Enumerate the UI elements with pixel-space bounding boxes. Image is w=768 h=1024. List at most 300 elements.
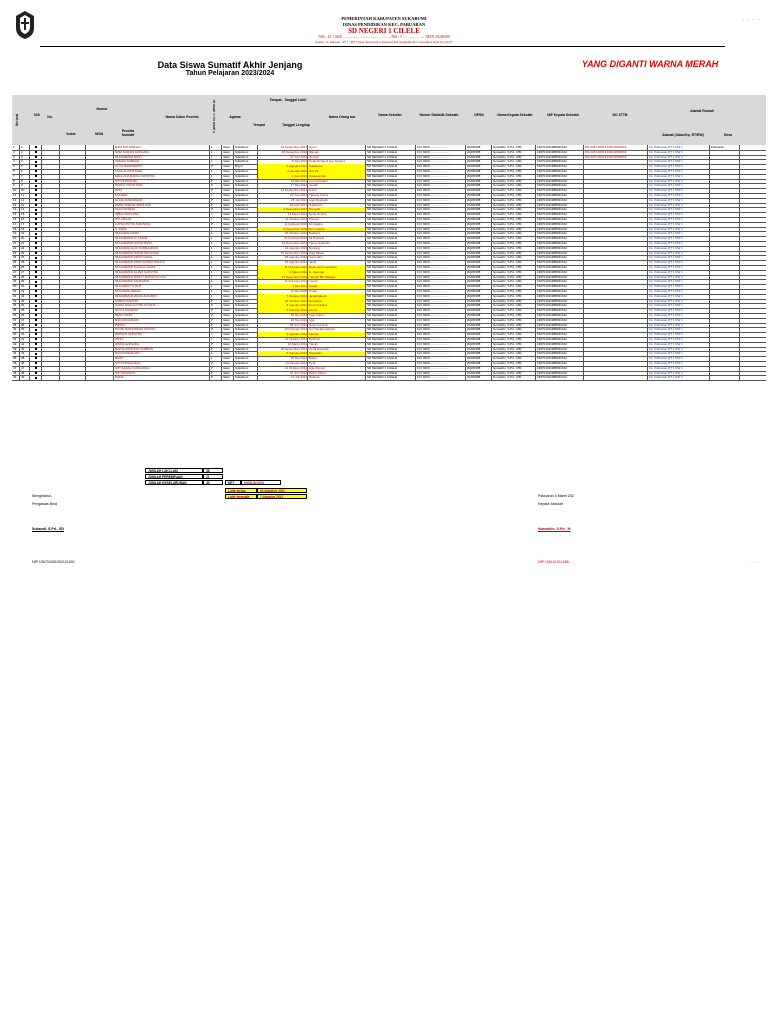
row-marker-icon [35, 329, 37, 331]
cell-nisx: 36 [20, 313, 30, 318]
cell-lp: L [210, 279, 222, 284]
cell-sekolah: SD NEGERI 1 CILELE [366, 251, 416, 256]
cell-lp: P [210, 308, 222, 313]
cell-nip: 196701011988031012 [536, 351, 584, 356]
cell-tgl: 11 Oktober 2011 [258, 217, 308, 222]
cell-agama: Islam [222, 227, 234, 232]
cell-n: 37 [12, 318, 20, 323]
cell-tmp: Sukabumi [234, 188, 258, 193]
cell-tmp: Sukabumi [234, 203, 258, 208]
cell-sekolah: SD NEGERI 1 CILELE [366, 217, 416, 222]
cell-nisx: 1 [20, 145, 30, 150]
table-row [12, 375, 766, 381]
cell-nip: 196701011988031012 [536, 207, 584, 212]
cell-nip: 196701011988031012 [536, 347, 584, 352]
cell-npsn: 20200398 [466, 366, 492, 371]
cell-kepsek: Nursaidin, S.Pd., MM [492, 174, 536, 179]
cell-n: 29 [12, 279, 20, 284]
cell-nip: 196701011988031012 [536, 231, 584, 236]
cell-n: 31 [12, 289, 20, 294]
cell-nss: 101 0200 ...................... [416, 371, 466, 376]
cell-lp: P [210, 327, 222, 332]
cell-sekolah: SD NEGERI 1 CILELE [366, 270, 416, 275]
cell-nss: 101 0200 ...................... [416, 188, 466, 193]
cell-nisx: 27 [20, 270, 30, 275]
cell-npsn: 20200398 [466, 145, 492, 150]
cell-nama: PRISKI [114, 323, 210, 328]
cell-kepsek: Nursaidin, S.Pd., MM [492, 260, 536, 265]
cell-nss: 101 0200 ...................... [416, 313, 466, 318]
cell-nip: 196701011988031012 [536, 193, 584, 198]
row-marker-icon [35, 247, 37, 249]
cell-nama: MUHAMAD RIZKI [114, 231, 210, 236]
cell-agama: Islam [222, 308, 234, 313]
cell-tmp: Sukabumi [234, 179, 258, 184]
cell-tgl: 19 Agustus 2011 [258, 260, 308, 265]
row-marker-icon [35, 170, 37, 172]
cell-tgl: 3 Juni 2011 [258, 174, 308, 179]
cell-nisx: 19 [20, 231, 30, 236]
kop-line-1: PEMERINTAH KABUPATEN SUKABUMI [341, 16, 427, 21]
cell-lp: L [210, 155, 222, 160]
cell-n: 14 [12, 207, 20, 212]
cell-lp: P [210, 371, 222, 376]
cell-nama: MAULANA RAFKA SAPUTRA [114, 174, 210, 179]
cell-ortu: Saepudin [308, 351, 366, 356]
cell-nisx: 4 [20, 159, 30, 164]
cell-nama: NIDA NURANI AZZAHRA [114, 150, 210, 155]
cell-nip: 196701011988031012 [536, 308, 584, 313]
row-marker-icon [35, 213, 37, 215]
cell-alamat: Kp. Pabuaran RT 1 RW 1 [648, 323, 710, 328]
cell-desa [710, 375, 740, 380]
cell-n: 25 [12, 260, 20, 265]
cell-nss: 101 0200 ...................... [416, 169, 466, 174]
cell-nip: 196701011988031012 [536, 342, 584, 347]
cell-npsn: 20200398 [466, 251, 492, 256]
cell-npsn: 20200398 [466, 347, 492, 352]
cell-nama: MUHAMAD YUSUF [114, 284, 210, 289]
cell-tgl: 6 Agustus 2011 [258, 351, 308, 356]
cell-lp: P [210, 361, 222, 366]
cell-nip: 196701011988031012 [536, 332, 584, 337]
cell-agama: Islam [222, 207, 234, 212]
cell-ortu: Ita Prasanti [308, 236, 366, 241]
cell-ortu: Sulaeman [308, 164, 366, 169]
cell-nisx: 29 [20, 279, 30, 284]
cell-ortu: Badru [308, 356, 366, 361]
cell-ortu: Nuroyah [308, 207, 366, 212]
sig-left-name: Sukandi, S.Pd., SD [32, 527, 64, 531]
cell-tgl: 20 Oktober 2011 [258, 231, 308, 236]
cell-nip: 196701011988031012 [536, 251, 584, 256]
cell-nisx: 21 [20, 241, 30, 246]
cell-nip: 196701011988031012 [536, 361, 584, 366]
cell-nip: 196701011988031012 [536, 294, 584, 299]
cell-nisx: 12 [20, 198, 30, 203]
cell-sekolah: SD NEGERI 1 CILELE [366, 303, 416, 308]
header-nama: Nama Calon Peserta [165, 115, 199, 119]
cell-nss: 101 0200 ...................... [416, 251, 466, 256]
cell-nisx: 48 [20, 371, 30, 376]
header-desa: Desa [723, 133, 733, 137]
row-marker-icon [35, 295, 37, 297]
cell-npsn: 20200398 [466, 179, 492, 184]
cell-ortu: Yanuri Sapiudin [308, 241, 366, 246]
red-note: YANG DIGANTI WARNA MERAH [581, 59, 719, 69]
cell-alamat: Kp. Pabuaran RT 1 RW 1 [648, 303, 710, 308]
cell-nip: 196701011988031012 [536, 375, 584, 380]
cell-n: 7 [12, 174, 20, 179]
cell-kepsek: Nursaidin, S.Pd., MM [492, 270, 536, 275]
cell-nisx: 14 [20, 207, 30, 212]
cell-kepsek: Nursaidin, S.Pd., MM [492, 231, 536, 236]
cell-npsn: 20200398 [466, 255, 492, 260]
row-marker-icon [35, 218, 37, 220]
cell-lp: P [210, 318, 222, 323]
cell-alamat: Kp. Pabuaran RT 1 RW 1 [648, 212, 710, 217]
cell-tgl: 20 April 2011 [258, 203, 308, 208]
cell-alamat: Kp. Pabuaran RT 1 RW 1 [648, 332, 710, 337]
cell-sekolah: SD NEGERI 1 CILELE [366, 193, 416, 198]
row-marker-icon [35, 314, 37, 316]
cell-ortu: Encin [308, 188, 366, 193]
cell-ortu: Rusta Andan [308, 174, 366, 179]
header-lp: P (WGR Id) / L (WNR Id) [212, 99, 216, 133]
cell-kepsek: Nursaidin, S.Pd., MM [492, 246, 536, 251]
summary-perempuan-label: JUMLAH PEREMPUAN [145, 474, 203, 479]
cell-nss: 101 0200 ...................... [416, 241, 466, 246]
cell-nip: 196701011988031012 [536, 150, 584, 155]
cell-sttb: DN-02/D-SD/K13/2020/000003 [584, 155, 648, 160]
cell-n: 20 [12, 236, 20, 241]
cell-npsn: 20200398 [466, 275, 492, 280]
cell-tmp: Sukabumi [234, 255, 258, 260]
cell-ortu: Rohman [308, 337, 366, 342]
cell-tmp: Sukabumi [234, 241, 258, 246]
cell-tmp: Sukabumi [234, 265, 258, 270]
cell-sekolah: SD NEGERI 1 CILELE [366, 179, 416, 184]
cell-nama: NUR ANGGRAINI [114, 318, 210, 323]
lahir-termuda-value: 7 Agustus 2011 [257, 494, 307, 499]
cell-agama: Islam [222, 284, 234, 289]
cell-ortu: Yahyah Bin Sanajra [308, 275, 366, 280]
cell-n: 17 [12, 222, 20, 227]
cell-nisx: 43 [20, 347, 30, 352]
cell-n: 2 [12, 150, 20, 155]
cell-alamat: Kp. Pabuaran RT 1 RW 1 [648, 251, 710, 256]
cell-alamat: Kp. Pabuaran RT 1 RW 1 [648, 347, 710, 352]
cell-nisx: 11 [20, 193, 30, 198]
cell-nama: RIDWAN SAPUTRA [114, 332, 210, 337]
cell-npsn: 20200398 [466, 270, 492, 275]
cell-npsn: 20200398 [466, 150, 492, 155]
cell-tgl: 13 Maret 2011 [258, 212, 308, 217]
cell-n: 48 [12, 371, 20, 376]
cell-npsn: 20200398 [466, 212, 492, 217]
cell-kepsek: Nursaidin, S.Pd., MM [492, 327, 536, 332]
summary-total-value: 49 [203, 480, 223, 485]
cell-tmp: Sukabumi [234, 318, 258, 323]
cell-alamat: Kp. Pabuaran RT 1 RW 1 [648, 179, 710, 184]
cell-nisx: 15 [20, 212, 30, 217]
cell-lp: P [210, 299, 222, 304]
cell-n: 24 [12, 255, 20, 260]
cell-npsn: 20200398 [466, 174, 492, 179]
cell-nip: 196701011988031012 [536, 145, 584, 150]
cell-tmp: Sukabumi [234, 308, 258, 313]
cell-agama: Islam [222, 222, 234, 227]
cell-nama: RINA [114, 188, 210, 193]
cell-nisx: 28 [20, 275, 30, 280]
cell-lp: P [210, 203, 222, 208]
cell-tgl: 7 Oktober 2011 [258, 294, 308, 299]
header-ttl: Tempat , Tanggal Lahir [269, 98, 307, 102]
cell-n: 19 [12, 231, 20, 236]
cell-n: 4 [12, 159, 20, 164]
cell-ortu: Yuyud [308, 279, 366, 284]
cell-nss: 101 0200 ...................... [416, 183, 466, 188]
cell-npsn: 20200398 [466, 361, 492, 366]
cell-sekolah: SD NEGERI 1 CILELE [366, 375, 416, 380]
cell-agama: Islam [222, 361, 234, 366]
cell-sekolah: SD NEGERI 1 CILELE [366, 313, 416, 318]
cell-sekolah: SD NEGERI 1 CILELE [366, 169, 416, 174]
cell-nip: 196701011988031012 [536, 169, 584, 174]
cell-nisx: 13 [20, 203, 30, 208]
cell-nip: 196701011988031012 [536, 217, 584, 222]
cell-nss: 101 0200 ...................... [416, 265, 466, 270]
cell-tmp: Sukabumi [234, 303, 258, 308]
cell-nama: MUHAMMAD NAUFAL FAHMI [114, 265, 210, 270]
cell-nama: FACHRIL [114, 193, 210, 198]
cell-ortu: Sulaeman [308, 203, 366, 208]
cell-ortu: Herdi Hasanah [308, 347, 366, 352]
cell-nip: 196701011988031012 [536, 255, 584, 260]
cell-sekolah: SD NEGERI 1 CILELE [366, 203, 416, 208]
cell-nama: DEDE SAEFUL APRILIANI [114, 203, 210, 208]
cell-agama: Islam [222, 198, 234, 203]
cell-sekolah: SD NEGERI 1 CILELE [366, 246, 416, 251]
cell-alamat: Kp. Pabuaran RT 1 RW 1 [648, 207, 710, 212]
cell-nisx: 33 [20, 299, 30, 304]
cell-nisx: 47 [20, 366, 30, 371]
cell-nss: 101 0200 ...................... [416, 260, 466, 265]
cell-nss: 101 0200 ...................... [416, 327, 466, 332]
header-no-urut: No urut [15, 113, 19, 127]
cell-tgl: 8 Agustus 2011 [258, 303, 308, 308]
cell-nisn [60, 375, 86, 380]
cell-nip: 196701011988031012 [536, 179, 584, 184]
cell-lp: L [210, 217, 222, 222]
cell-agama: Islam [222, 155, 234, 160]
cell-tmp: Sukabumi [234, 366, 258, 371]
cell-nisx: 7 [20, 174, 30, 179]
cell-nisx: 38 [20, 323, 30, 328]
cell-alamat: Kp. Pabuaran RT 1 RW 1 [648, 318, 710, 323]
cell-n: 43 [12, 347, 20, 352]
cell-nisx: 3 [20, 155, 30, 160]
cell-ortu: Ahmad [308, 217, 366, 222]
row-marker-icon [35, 237, 37, 239]
cell-n: 8 [12, 179, 20, 184]
cell-lp: L [210, 174, 222, 179]
cell-sekolah: SD NEGERI 1 CILELE [366, 227, 416, 232]
cell-tgl: 16 Juni 2012 [258, 371, 308, 376]
cell-tgl: 13 Juli 2011 [258, 375, 308, 380]
cell-nisx: 25 [20, 260, 30, 265]
cell-nisx: 20 [20, 236, 30, 241]
row-marker-icon [35, 257, 37, 259]
header-agama: Agama [229, 115, 241, 119]
cell-lp: L [210, 169, 222, 174]
cell-nama: MUHAMMAD FAHRUDIN [114, 279, 210, 284]
cell-nss: 101 0200 ...................... [416, 217, 466, 222]
cell-sttb: DN-02/D-SD/K13/2020/000001 [584, 145, 648, 150]
row-marker-icon [35, 156, 37, 158]
cell-agama: Islam [222, 183, 234, 188]
kop-address: Alamat : Jl. Sukasari ; RT 1 ; RW 1 Desa Sirnasari Kec Pabuaran Kab Sukabumi Prov Jawa Barat Kode Pos 43177 [315, 40, 453, 44]
cell-nisx: 35 [20, 308, 30, 313]
cell-sekolah: SD NEGERI 1 CILELE [366, 318, 416, 323]
cell-nip: 196701011988031012 [536, 270, 584, 275]
cell-alamat: Kp. Pabuaran RT 1 RW 1 [648, 375, 710, 380]
kop-line-4: NSS : 10 1 0200 ..................................................... NIS : 1 ........................ NPSN 20200398 [318, 35, 450, 39]
cell-kepsek: Nursaidin, S.Pd., MM [492, 351, 536, 356]
cell-nisx: 6 [20, 169, 30, 174]
cell-tgl: 19 Oktober 2011 [258, 337, 308, 342]
cell-alamat: Kp. Pabuaran RT 1 RW 1 [648, 342, 710, 347]
cell-nss: 101 0200 ...................... [416, 236, 466, 241]
cell-agama: Islam [222, 347, 234, 352]
cell-npsn: 20200398 [466, 318, 492, 323]
cell-nss: 101 0200 ...................... [416, 227, 466, 232]
cell-agama: Islam [222, 174, 234, 179]
cell-kepsek: Nursaidin, S.Pd., MM [492, 169, 536, 174]
cell-sekolah: SD NEGERI 1 CILELE [366, 347, 416, 352]
cell-agama: Islam [222, 265, 234, 270]
cell-ortu: Dede Rohaeni Ayu Nuraeni [308, 159, 366, 164]
cell-n: 38 [12, 323, 20, 328]
row-marker-icon [35, 266, 37, 268]
cell-ortu: Iwan Fahmi [308, 313, 366, 318]
cell-nip: 196701011988031012 [536, 265, 584, 270]
cell-n: 1 [12, 145, 20, 150]
cell-alamat: Kp. Pabuaran RT 1 RW 1 [648, 227, 710, 232]
row-marker-icon [35, 377, 37, 379]
cell-alamat: Kp. Pabuaran RT 1 RW 1 [648, 356, 710, 361]
row-marker-icon [35, 151, 37, 153]
cell-agama: Islam [222, 212, 234, 217]
cell-kepsek: Nursaidin, S.Pd., MM [492, 275, 536, 280]
cell-kepsek: Nursaidin, S.Pd., MM [492, 255, 536, 260]
cell-nss: 101 0200 ...................... [416, 347, 466, 352]
cell-nisx: 2 [20, 150, 30, 155]
cell-lp: P [210, 164, 222, 169]
cell-nip: 196701011988031012 [536, 203, 584, 208]
cell-nip: 196701011988031012 [536, 284, 584, 289]
cell-nip: 196701011988031012 [536, 227, 584, 232]
row-marker-icon [35, 319, 37, 321]
cell-agama: Islam [222, 366, 234, 371]
cell-alamat: Kp. Pabuaran RT 1 RW 1 [648, 174, 710, 179]
cell-tmp: Bogor [234, 164, 258, 169]
header-kepsek: Nama Kepala Sekolah [497, 113, 533, 117]
cell-agama: Islam [222, 294, 234, 299]
cell-nisx: 45 [20, 356, 30, 361]
cell-nisx: 18 [20, 227, 30, 232]
cell-npsn: 20200398 [466, 159, 492, 164]
cell-nama: NIDA SITI AMINAH [114, 145, 210, 150]
cell-lp: L [210, 265, 222, 270]
sig-left-nip: NIP 196704281992121001 [32, 560, 75, 564]
cell-nisx: 10 [20, 188, 30, 193]
cell-lp: L [210, 255, 222, 260]
cell-n: 28 [12, 275, 20, 280]
cell-kepsek: Nursaidin, S.Pd., MM [492, 337, 536, 342]
cell-lp: L [210, 145, 222, 150]
cell-kepsek: Nursaidin, S.Pd., MM [492, 371, 536, 376]
cell-sekolah: SD NEGERI 1 CILELE [366, 289, 416, 294]
cell-lp: P [210, 313, 222, 318]
cell-agama: Islam [222, 150, 234, 155]
cell-agama: Islam [222, 323, 234, 328]
cell-ortu: Maman [308, 150, 366, 155]
cell-tmp: Sukabumi [234, 356, 258, 361]
cell-tgl: 10 Maret 2011 [258, 342, 308, 347]
cell-sekolah: SD NEGERI 1 CILELE [366, 159, 416, 164]
sig-left-line1: Mengetahui, [32, 494, 52, 498]
cell-nss: 101 0200 ...................... [416, 275, 466, 280]
cell-nip: 196701011988031012 [536, 327, 584, 332]
cell-nip: 196701011988031012 [536, 222, 584, 227]
cell-ortu: Jumadi [308, 155, 366, 160]
cell-alamat: Kp. Pabuaran RT 1 RW 1 [648, 308, 710, 313]
cell-tmp: Sukabumi [234, 327, 258, 332]
row-marker-icon [35, 309, 37, 311]
cell-npsn: 20200398 [466, 217, 492, 222]
cell-nss: 101 0200 ...................... [416, 174, 466, 179]
cell-nss: 101 0200 ...................... [416, 318, 466, 323]
cell-tmp: Sukabumi [234, 294, 258, 299]
cell-tmp: Sukabumi [234, 174, 258, 179]
cell-nama: MUHAMMAD ALFAN RIZKI [114, 241, 210, 246]
cell-ortu: Sampudin [308, 255, 366, 260]
cell-sekolah: SD NEGERI 1 CILELE [366, 265, 416, 270]
row-marker-icon [35, 185, 37, 187]
cell-kepsek: Nursaidin, S.Pd., MM [492, 299, 536, 304]
cell-ortu: Dedi [308, 361, 366, 366]
cell-nama: MUHAMAD ZENAL [114, 289, 210, 294]
cell-n: 34 [12, 303, 20, 308]
cell-nip: 196701011988031012 [536, 183, 584, 188]
cell-nama: NENG SINDI [114, 313, 210, 318]
cell-nama: NABILA SAFITRI [114, 299, 210, 304]
cell-nama: RISMA AZZAHRA [114, 342, 210, 347]
cell-kepsek: Nursaidin, S.Pd., MM [492, 203, 536, 208]
cell-nisx: 46 [20, 361, 30, 366]
cell-kepsek: Nursaidin, S.Pd., MM [492, 188, 536, 193]
cell-tgl: 4 Agustus 2011 [258, 164, 308, 169]
cell-ortu: Nurcahya [308, 299, 366, 304]
cell-nisx: 39 [20, 327, 30, 332]
cell-tgl: 2 Desember 2011 [258, 207, 308, 212]
cell-alamat: Kp. Pabuaran RT 1 RW 1 [648, 169, 710, 174]
cell-nisx: 42 [20, 342, 30, 347]
cell-tmp: Sukabumi [234, 337, 258, 342]
cell-n: 40 [12, 332, 20, 337]
cell-kepsek: Nursaidin, S.Pd., MM [492, 289, 536, 294]
